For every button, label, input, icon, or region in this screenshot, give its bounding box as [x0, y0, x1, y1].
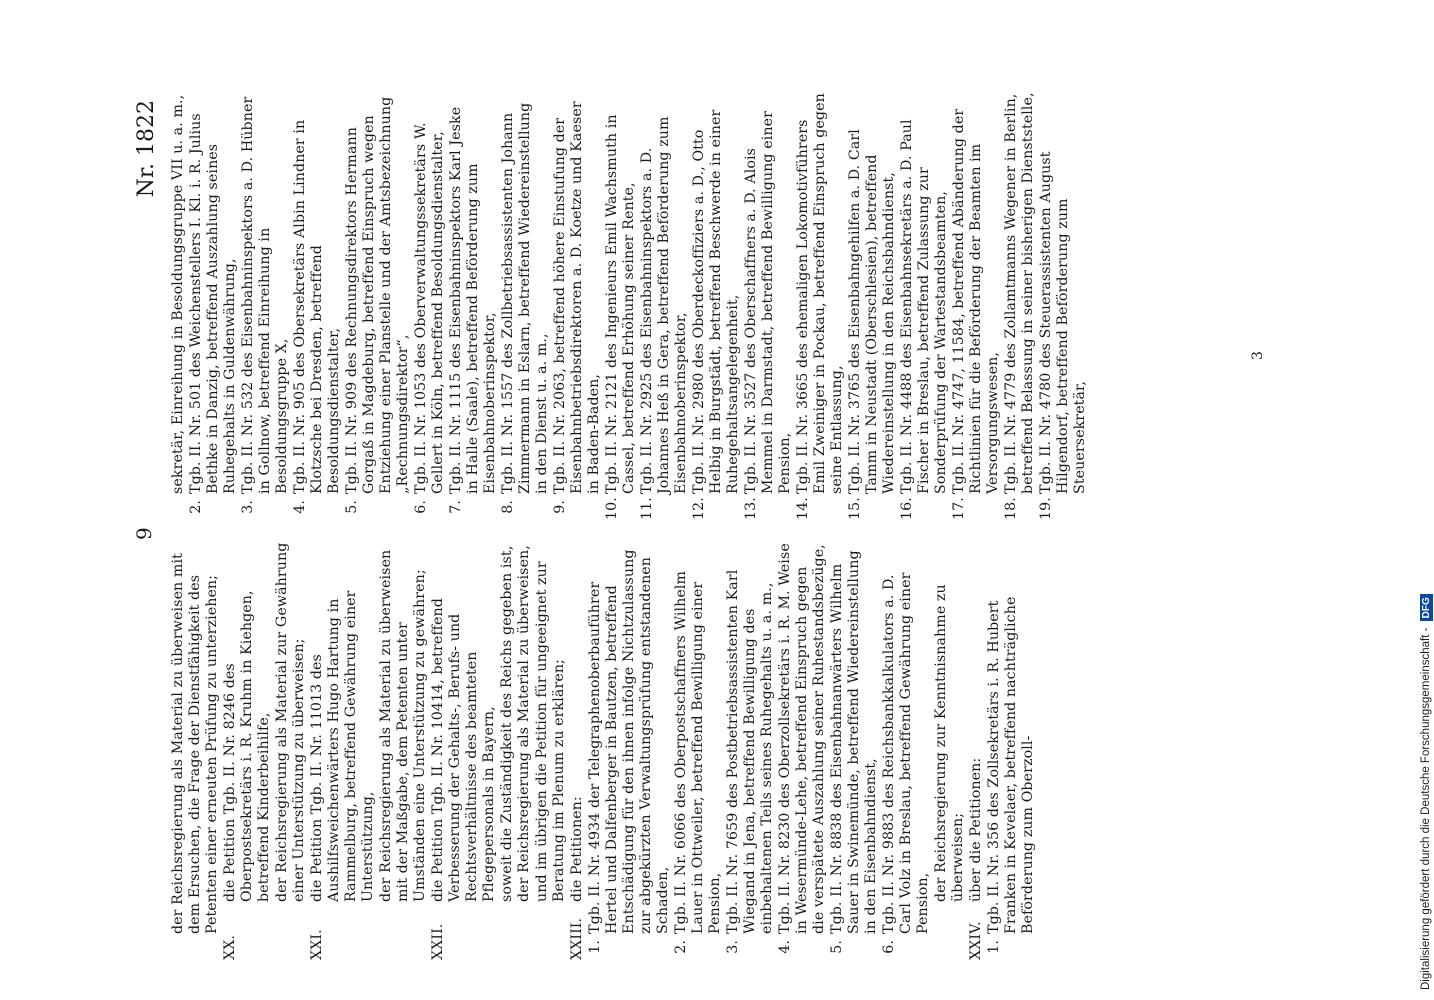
text-entry [430, 540, 498, 960]
entry-text: Tgb. II. Nr. 6066 des Oberpostschaffners Wilhelm Lauer in Ottweiler, betreffend Bewilligung einer Pension, [673, 570, 723, 934]
text-entry [604, 90, 638, 520]
entry-number: XXIV. [968, 921, 984, 960]
right-text-column [170, 90, 1090, 520]
entry-number: 7. [448, 500, 464, 514]
text-entry [968, 540, 985, 960]
document-number: Nr. 1822 [134, 100, 159, 198]
entry-number: 6. [881, 940, 897, 954]
entry-number: 4. [292, 500, 308, 514]
entry-number: 14. [795, 497, 811, 520]
entry-text: Tgb. II. Nr. 1115 des Eisenbahninspektors Karl Jeske in Halle (Saale), betreffend Beförderung zum Eisenbahnoberinspektor, [448, 106, 498, 494]
text-entry [413, 90, 447, 520]
entry-text: sekretär, Einreihung in Besoldungsgruppe VII u. a. m., [170, 94, 186, 494]
entry-text: der Reichsregierung als Material zur Gewährung einer Unterstützung zu überweisen; [274, 542, 307, 902]
entry-number: 1. [986, 940, 1002, 954]
entry-number: 8. [500, 500, 516, 514]
entry-number [378, 902, 429, 960]
entry-text: die Petition Tgb. II. Nr. 8246 des Oberpostsekretärs i. R. Kruhm in Kiehgen, betreffend Kinderbeihilfe, [222, 590, 272, 902]
entry-number: 18. [1003, 497, 1019, 520]
entry-text: der Reichsregierung als Material zu überweisen mit der Maßgabe, dem Petenten unter Umständen eine Unterstützung zu gewähren; [378, 549, 428, 902]
entry-text: Tgb. II. Nr. 501 des Weichenstellers I. Kl. i. R. Julius Bethke in Danzig, betreffend Auszahlung seines Ruhegehalts in Guldenwährung, [188, 113, 238, 494]
entry-number [499, 902, 533, 960]
entry-number: 12. [691, 497, 707, 520]
text-entry [639, 90, 690, 520]
entry-text: die Petitionen: [569, 796, 585, 902]
entry-number: 5. [344, 500, 360, 514]
text-entry [552, 90, 603, 520]
entry-text: Tgb. II. Nr. 3765 des Eisenbahngehilfen a. D. Carl Tamm in Neustadt (Oberschlesien), betreffend Wiedereinstellung in den Reichsbahndienst, [847, 129, 897, 494]
entry-text: Tgb. II. Nr. 4747, 11584, betreffend Abänderung der Richtlinien für die Beförderung der Beamten im Versorgungswesen, [951, 108, 1001, 494]
text-entry [309, 540, 377, 960]
text-entry [743, 90, 794, 520]
entry-text: Tgb. II. Nr. 2063, betreffend höhere Einstufung der Eisenbahnbetriebsdirektoren a. D. Koetze und Kaeser in Baden-Baden, [552, 101, 602, 494]
rotated-document-page [130, 92, 1310, 960]
text-entry [274, 540, 308, 960]
entry-text: Tgb. II. Nr. 4934 der Telegraphenoberbauführer Hertel und Dalfenberger in Bautzen, betreffend Entschädigung für den ihnen infolge Nichtzulassung zur abgekürzten Verwaltungsprüfung entstandenen Schaden, [587, 549, 671, 934]
entry-text: Tgb. II. Nr. 909 des Rechnungsdirektors Hermann Gorgaß in Magdeburg, betreffend Einspruch wegen Entziehung einer Planstelle und der Amtsbezeichnung „Rechnungsdirektor“, [344, 96, 411, 494]
entry-text: und im übrigen die Petition für ungeeignet zur Beratung im Plenum zu erklären; [534, 561, 567, 902]
entry-number: 3. [725, 940, 741, 954]
text-entry [240, 90, 291, 520]
left-text-column [170, 540, 1038, 960]
entry-text: Tgb. II. Nr. 1557 des Zollbetriebsassistenten Johann Zimmermann in Eslarn, betreffend Wiedereinstellung in den Dienst u. a. m., [500, 102, 550, 494]
entry-text: Tgb. II. Nr. 8838 des Eisenbahnanwärters Wilhelm Sauer in Swinemünde, betreffend Wiedereinstellung in den Eisenbahndienst, [829, 550, 879, 934]
entry-number: 2. [188, 500, 204, 514]
entry-number [534, 902, 568, 960]
text-entry [569, 540, 586, 960]
entry-text: Tgb. II. Nr. 356 des Zollsekretärs i. R. Hubert Franken in Kevelaer, betreffend nachträgliche Beförderung zum Oberzoll- [986, 596, 1036, 934]
text-entry [500, 90, 551, 520]
entry-text: Tgb. II. Nr. 2121 des Ingenieurs Emil Wachsmuth in Cassel, betreffend Erhöhung seiner Rente, [604, 114, 637, 494]
text-entry [344, 90, 412, 520]
entry-number [274, 902, 308, 960]
digitization-note-text: Digitalisierung gefördert durch die Deutsche Forschungsgemeinschaft - [1420, 627, 1432, 990]
entry-number: 19. [1038, 497, 1054, 520]
page-header [130, 100, 170, 960]
entry-number [170, 494, 187, 520]
entry-number: 5. [829, 940, 845, 954]
text-entry [795, 90, 846, 520]
entry-number: 16. [899, 497, 915, 520]
entry-number: 10. [604, 497, 620, 520]
entry-text: Tgb. II. Nr. 3665 des ehemaligen Lokomotivführers Emil Zweiniger in Pockau, betreffend Einspruch gegen seine Entlassung, [795, 93, 845, 494]
entry-number: XXIII. [569, 917, 585, 960]
entry-number: XXII. [430, 923, 446, 960]
entry-number: 9. [552, 500, 568, 514]
entry-number: 2. [673, 940, 689, 954]
entry-text: Tgb. II. Nr. 4488 des Eisenbahnsekretärs a. D. Paul Fischer in Breslau, betreffend Zulassung zur Sonderprüfung der Wartestandsbeamten, [899, 119, 949, 494]
entry-number [933, 902, 967, 960]
text-entry [951, 90, 1002, 520]
entry-text: Tgb. II. Nr. 7659 des Postbetriebsassistenten Karl Wiegand in Jena, betreffend Bewilligung des einbehaltenen Teils seines Ruhegehalts u. a. m., [725, 569, 775, 934]
dfg-logo-badge: DFG [1420, 594, 1433, 621]
text-entry [378, 540, 429, 960]
text-entry [829, 540, 880, 960]
text-entry [777, 540, 828, 960]
entry-number: XX. [222, 934, 238, 960]
entry-text: Tgb. II. Nr. 905 des Obersekretärs Albin Lindner in Klotzsche bei Dresden, betreffend Besoldungsdienstalter, [292, 119, 342, 494]
entry-text: Tgb. II. Nr. 4780 des Steuerassistenten August Hilgendorf, betreffend Beförderung zum Steuersekretär, [1038, 151, 1088, 494]
entry-text: Tgb. II. Nr. 1053 des Oberverwaltungssekretärs W. Gellert in Köln, betreffend Besoldungsdienstalter, [413, 122, 446, 494]
entry-number: 11. [639, 497, 655, 520]
entry-number: 4. [777, 940, 793, 954]
entry-text: Tgb. II. Nr. 4779 des Zollamtmanns Wegener in Berlin, betreffend Belassung in seiner bisherigen Dienststelle, [1003, 92, 1036, 494]
text-entry [222, 540, 273, 960]
entry-number [170, 934, 221, 960]
page-number: 9 [132, 527, 156, 540]
entry-text: der Reichsregierung zur Kenntnisnahme zu überweisen; [933, 584, 966, 902]
text-entry [499, 540, 533, 960]
entry-text: über die Petitionen: [968, 757, 984, 902]
text-entry [534, 540, 568, 960]
entry-text: soweit die Zuständigkeit des Reichs gegeben ist, der Reichsregierung als Material zu überweisen, [499, 545, 532, 902]
entry-text: Tgb. II. Nr. 2980 des Oberdeckoffiziers a. D., Otto Helbig in Burgstädt, betreffend Beschwerde in einer Ruhegehaltsangelegenheit, [691, 109, 741, 494]
entry-text: Tgb. II. Nr. 9883 des Reichsbankkalkulators a. D. Carl Volz in Breslau, betreffend Gewährung einer Pension, [881, 572, 931, 934]
entry-number: 13. [743, 497, 759, 520]
text-entry [170, 90, 187, 520]
text-entry [188, 90, 239, 520]
digitization-note [1420, 10, 1433, 990]
entry-text: die Petition Tgb. II. Nr. 11013 des Aushilfsweichenwärters Hugo Hartung in Rammelburg, betreffend Gewährung einer Unterstützung, [309, 590, 376, 902]
text-entry [587, 540, 672, 960]
entry-number: XXI. [309, 929, 325, 960]
text-entry [847, 90, 898, 520]
entry-number: 6. [413, 500, 429, 514]
entry-number: 17. [951, 497, 967, 520]
text-entry [933, 540, 967, 960]
text-entry [899, 90, 950, 520]
entry-text: Tgb. II. Nr. 532 des Eisenbahninspektors a. D. Hübner in Gollnow, betreffend Einreihung in Besoldungsgruppe X, [240, 96, 290, 494]
entry-text: Tgb. II. Nr. 3527 des Oberschaffners a. D. Alois Memmel in Darmstadt, betreffend Bewilligung einer Pension, [743, 111, 793, 494]
text-entry [986, 540, 1037, 960]
entry-number: 1. [587, 940, 603, 954]
entry-text: Tgb. II. Nr. 2925 des Eisenbahninspektors a. D. Johannes Heß in Gera, betreffend Beförderung zum Eisenbahnoberinspektor, [639, 116, 689, 494]
entry-number: 3. [240, 500, 256, 514]
text-entry [448, 90, 499, 520]
text-entry [673, 540, 724, 960]
text-entry [881, 540, 932, 960]
text-entry [170, 540, 221, 960]
text-entry [725, 540, 776, 960]
entry-text: die Petition Tgb. II. Nr. 10414, betreffend Verbesserung der Gehalts-, Berufs- und Rechtsverhältnisse des beamteten Pflegepersonals in Bayern, [430, 598, 497, 902]
text-entry [691, 90, 742, 520]
entry-text: Tgb. II. Nr. 8230 des Oberzollsekretärs i. R. M. Weise in Wesermünde-Lehe, betreffend Einspruch gegen die verspätete Auszahlung seiner Ruhestandsbezüge, [777, 543, 827, 934]
entry-text: der Reichsregierung als Material zu überweisen mit dem Ersuchen, die Frage der Dienstfähigkeit des Petenten einer erneuten Prüfung zu unterziehen; [170, 553, 220, 934]
text-entry [292, 90, 343, 520]
signature-mark: 3 [1250, 351, 1266, 360]
entry-number: 15. [847, 497, 863, 520]
text-entry [1003, 90, 1037, 520]
text-entry [1038, 90, 1089, 520]
